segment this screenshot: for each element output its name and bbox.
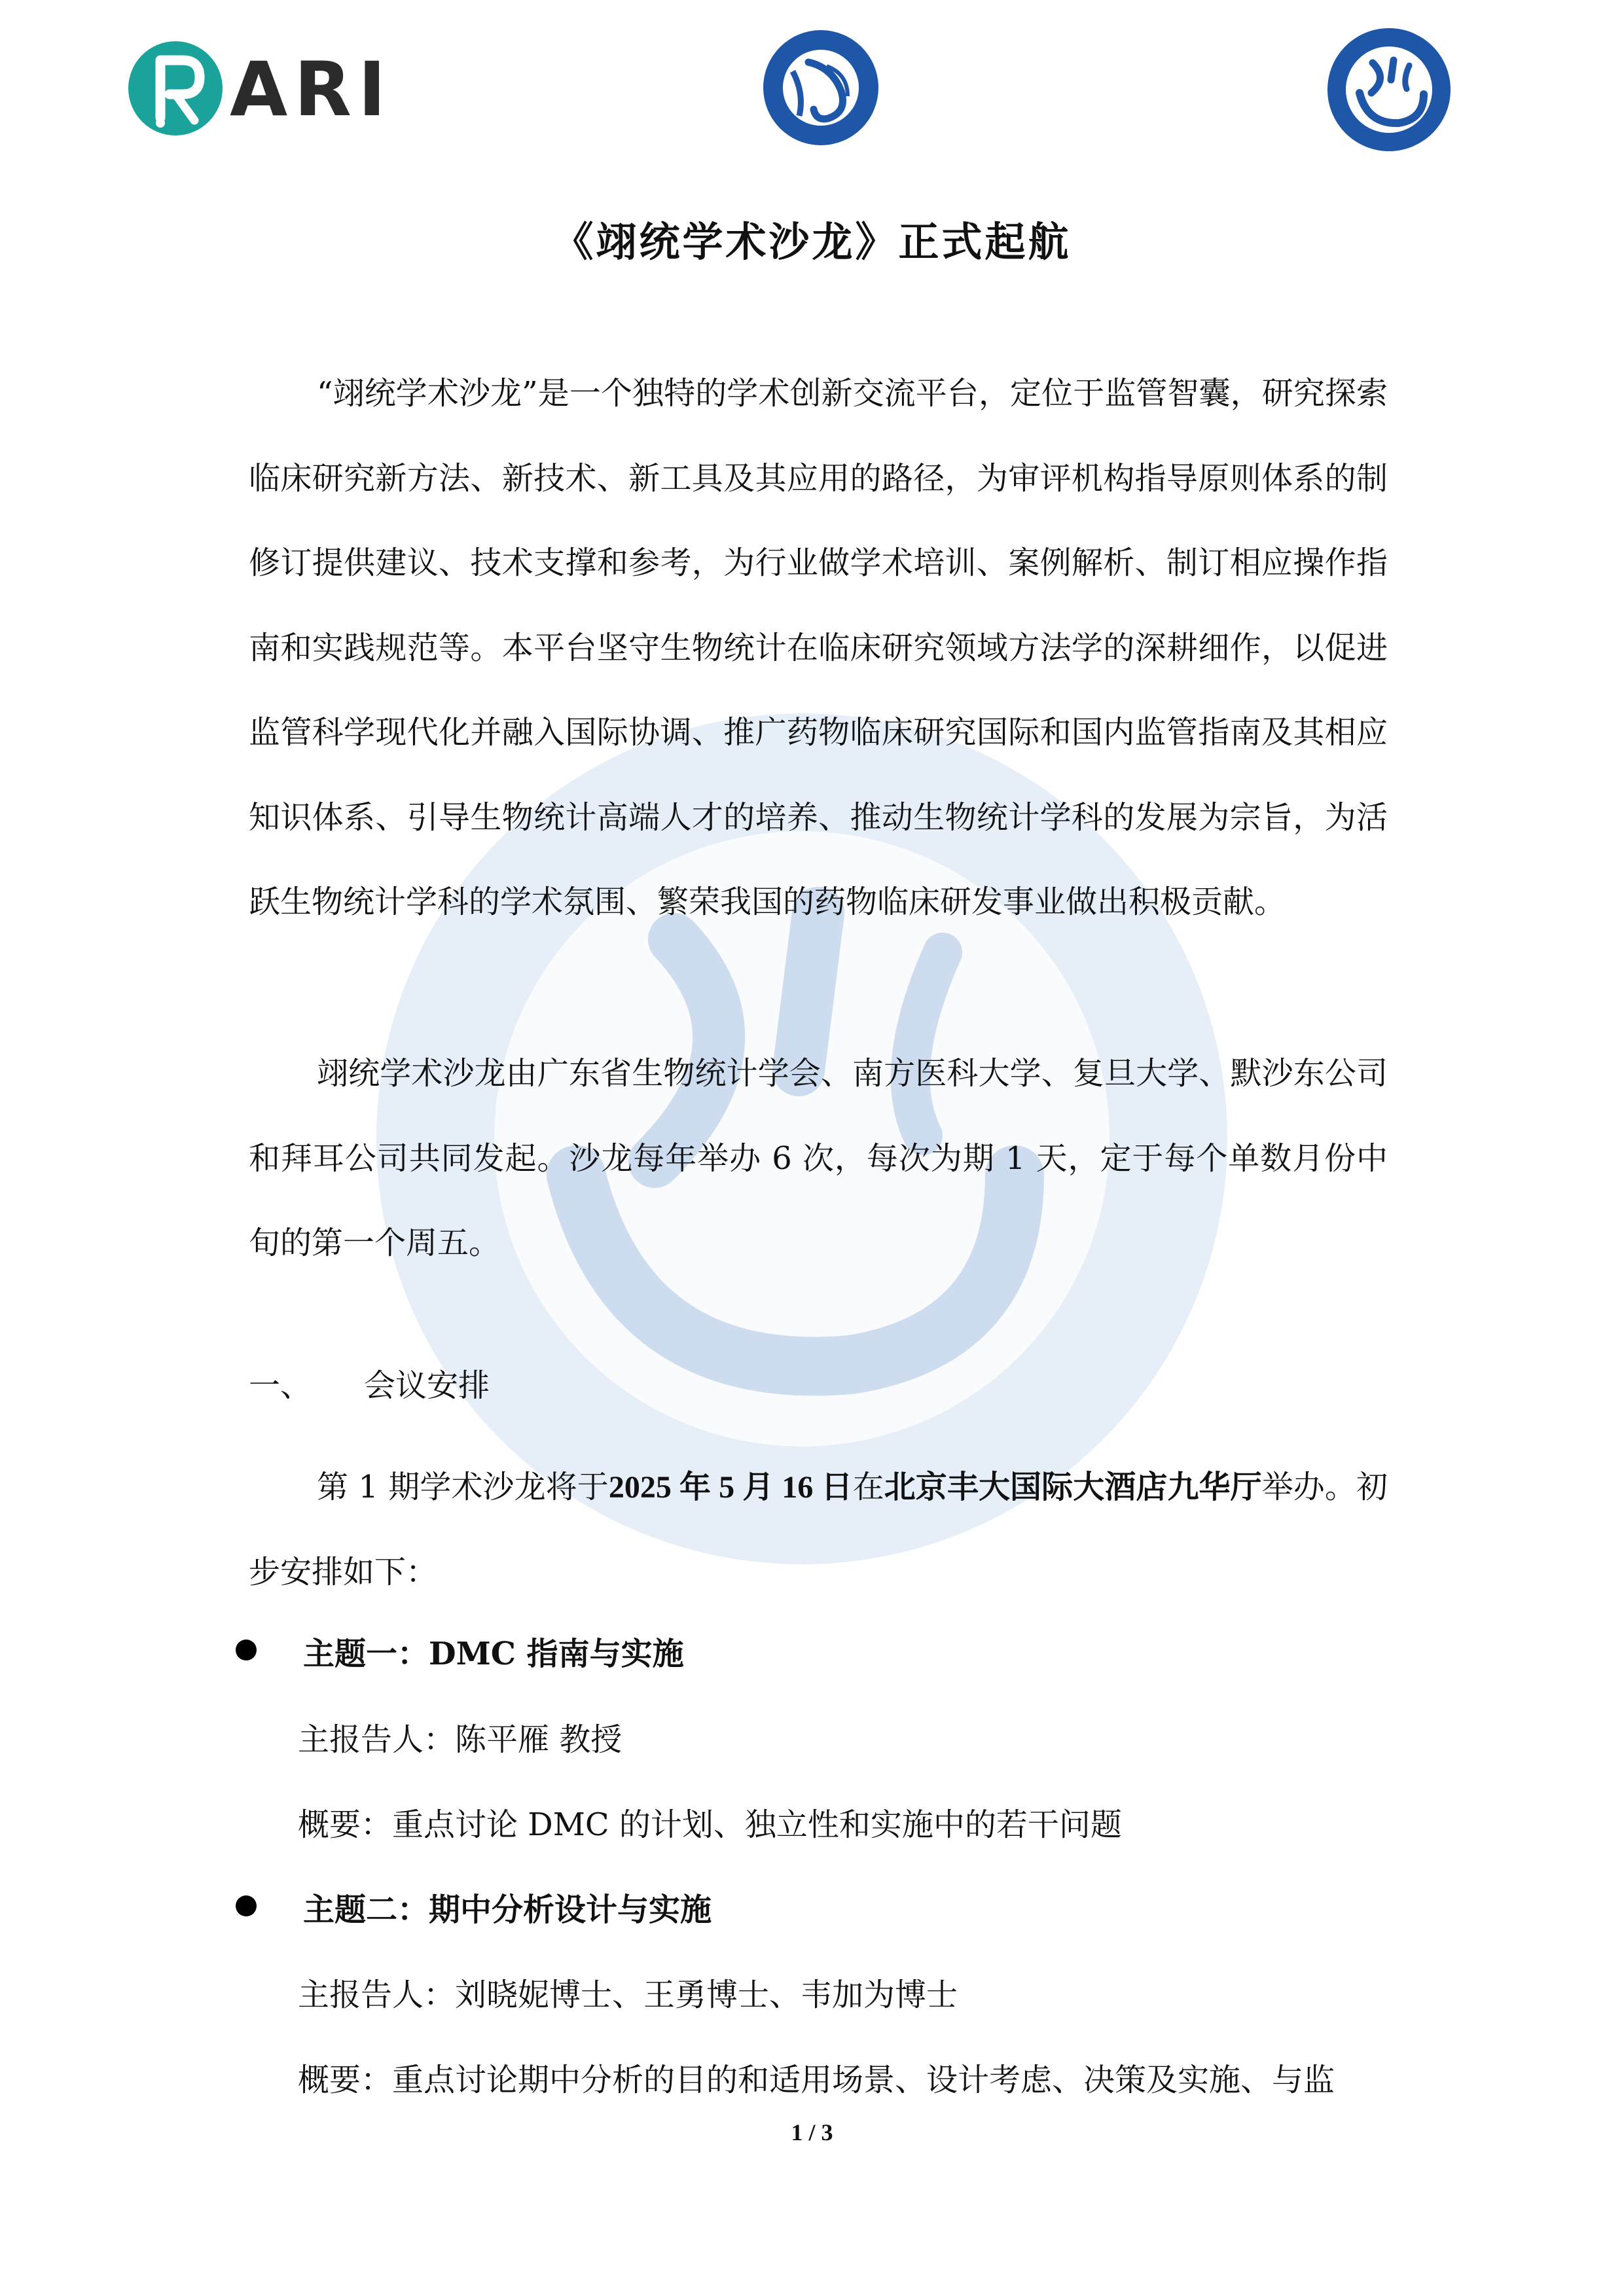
sponsor-paragraph: 翊统学术沙龙由广东省生物统计学会、南方医科大学、复旦大学、默沙东公司和拜耳公司共同发起。沙龙每年举办 6 次，每次为期 1 天，定于每个单数月份中旬的第一个周五。 [249, 1055, 1388, 1261]
biostatistical-society-emblem-icon [761, 28, 880, 147]
bullet-icon [236, 1640, 257, 1660]
arrangement-text-before: 第 1 期学术沙龙将于 [317, 1469, 609, 1505]
salon-logo [1326, 26, 1453, 153]
topic-summary: 概要：重点讨论期中分析的目的和适用场景、设计考虑、决策及实施、与监 [298, 2062, 1335, 2098]
meeting-date: 2025 年 5 月 16 日 [608, 1470, 853, 1505]
ari-emblem-icon [126, 39, 225, 137]
arrangement-text-after: 举办。初步安排如下： [249, 1469, 1388, 1590]
meeting-venue: 北京丰大国际大酒店九华厅 [884, 1470, 1262, 1505]
topic-title: 主题二：期中分析设计与实施 [303, 1892, 712, 1928]
society-logo [761, 28, 880, 147]
section-number: 一、 [249, 1367, 312, 1404]
topic-summary: 概要：重点讨论 DMC 的计划、独立性和实施中的若干问题 [298, 1806, 1122, 1843]
page-title: 《翊统学术沙龙》正式起航 [552, 218, 1072, 266]
arrangement-text-middle: 在 [852, 1469, 884, 1505]
yeetong-salon-emblem-icon [1326, 26, 1453, 153]
topic-title: 主题一：DMC 指南与实施 [303, 1636, 684, 1672]
topic-speaker: 主报告人：陈平雁 教授 [298, 1721, 623, 1758]
intro-paragraph: “翊统学术沙龙”是一个独特的学术创新交流平台，定位于监管智囊，研究探索临床研究新方法、新技术、新工具及其应用的路径，为审评机构指导原则体系的制修订提供建议、技术支撑和参考，为行业做学术培训、案例解析、制订相应操作指南和实践规范等。本平台坚守生物统计在临床研究领域方法学的深耕细作，以促进监管科学现代化并融入国际协调、推广药物临床研究国际和国内监管指南及其相应知识体系、引导生物统计高端人才的培养、推动生物统计学科的发展为宗旨，为活跃生物统计学科的学术氛围、繁荣我国的药物临床研发事业做出积极贡献。 [249, 375, 1388, 920]
section-heading [249, 1360, 490, 1405]
arrangement-paragraph [249, 1445, 1388, 1615]
section-title: 会议安排 [364, 1367, 490, 1404]
page-number: 1 / 3 [791, 2119, 833, 2145]
ari-logo-text: ARI [230, 46, 393, 133]
topic-speaker: 主报告人：刘晓妮博士、王勇博士、韦加为博士 [298, 1977, 958, 2013]
bullet-icon [236, 1895, 257, 1916]
ari-logo [126, 39, 414, 137]
